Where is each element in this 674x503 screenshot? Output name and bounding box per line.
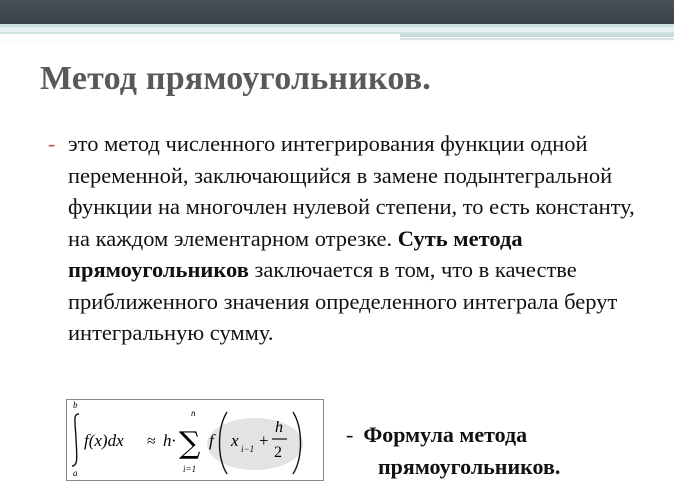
formula-caption-line2: прямоугольников. xyxy=(378,454,561,479)
body-text-bold: Суть метода прямоугольников xyxy=(68,225,523,282)
body-text-part1: это метод численного интегрирования функции одной переменной, заключающийся в замене подынтегральной функции на многочлен нулевой степени, то есть константу, на каждом элементарном отрезке. xyxy=(68,131,635,251)
body-text xyxy=(68,128,648,349)
formula-image xyxy=(66,399,324,481)
formula-caption-dash: - xyxy=(346,422,354,447)
bullet-marker: - xyxy=(48,131,56,156)
header-stripes xyxy=(0,24,674,44)
formula-caption-line1: Формула метода xyxy=(363,422,528,447)
formula-integrand: f(x)dx xyxy=(84,431,124,450)
formula-frac-num: h xyxy=(275,419,283,436)
formula-approx: ≈ xyxy=(147,433,156,450)
formula-sum-sign: ∑ xyxy=(179,426,201,461)
formula-svg xyxy=(67,400,323,480)
formula-sum-upper: n xyxy=(191,408,196,418)
formula-upper-limit: b xyxy=(73,400,78,410)
header-bar xyxy=(0,0,674,24)
formula-frac-den: 2 xyxy=(274,444,282,461)
formula-plus: + xyxy=(259,431,269,450)
body-paragraph xyxy=(48,128,648,349)
body-text-part2: заключается в том, что в качестве приближенного значения определенного интеграла берут интегральную сумму. xyxy=(68,257,618,345)
formula-sum-lower: i=1 xyxy=(183,464,197,474)
integral-sign xyxy=(72,414,79,466)
formula-caption xyxy=(346,419,560,483)
formula-arg-var: x xyxy=(231,431,239,450)
formula-func: f xyxy=(209,431,214,450)
slide-title: Метод прямоугольников. xyxy=(40,60,431,97)
formula-lower-limit: a xyxy=(73,468,78,478)
formula-arg-sub: i−1 xyxy=(241,444,255,454)
formula-coef: h· xyxy=(163,431,176,450)
